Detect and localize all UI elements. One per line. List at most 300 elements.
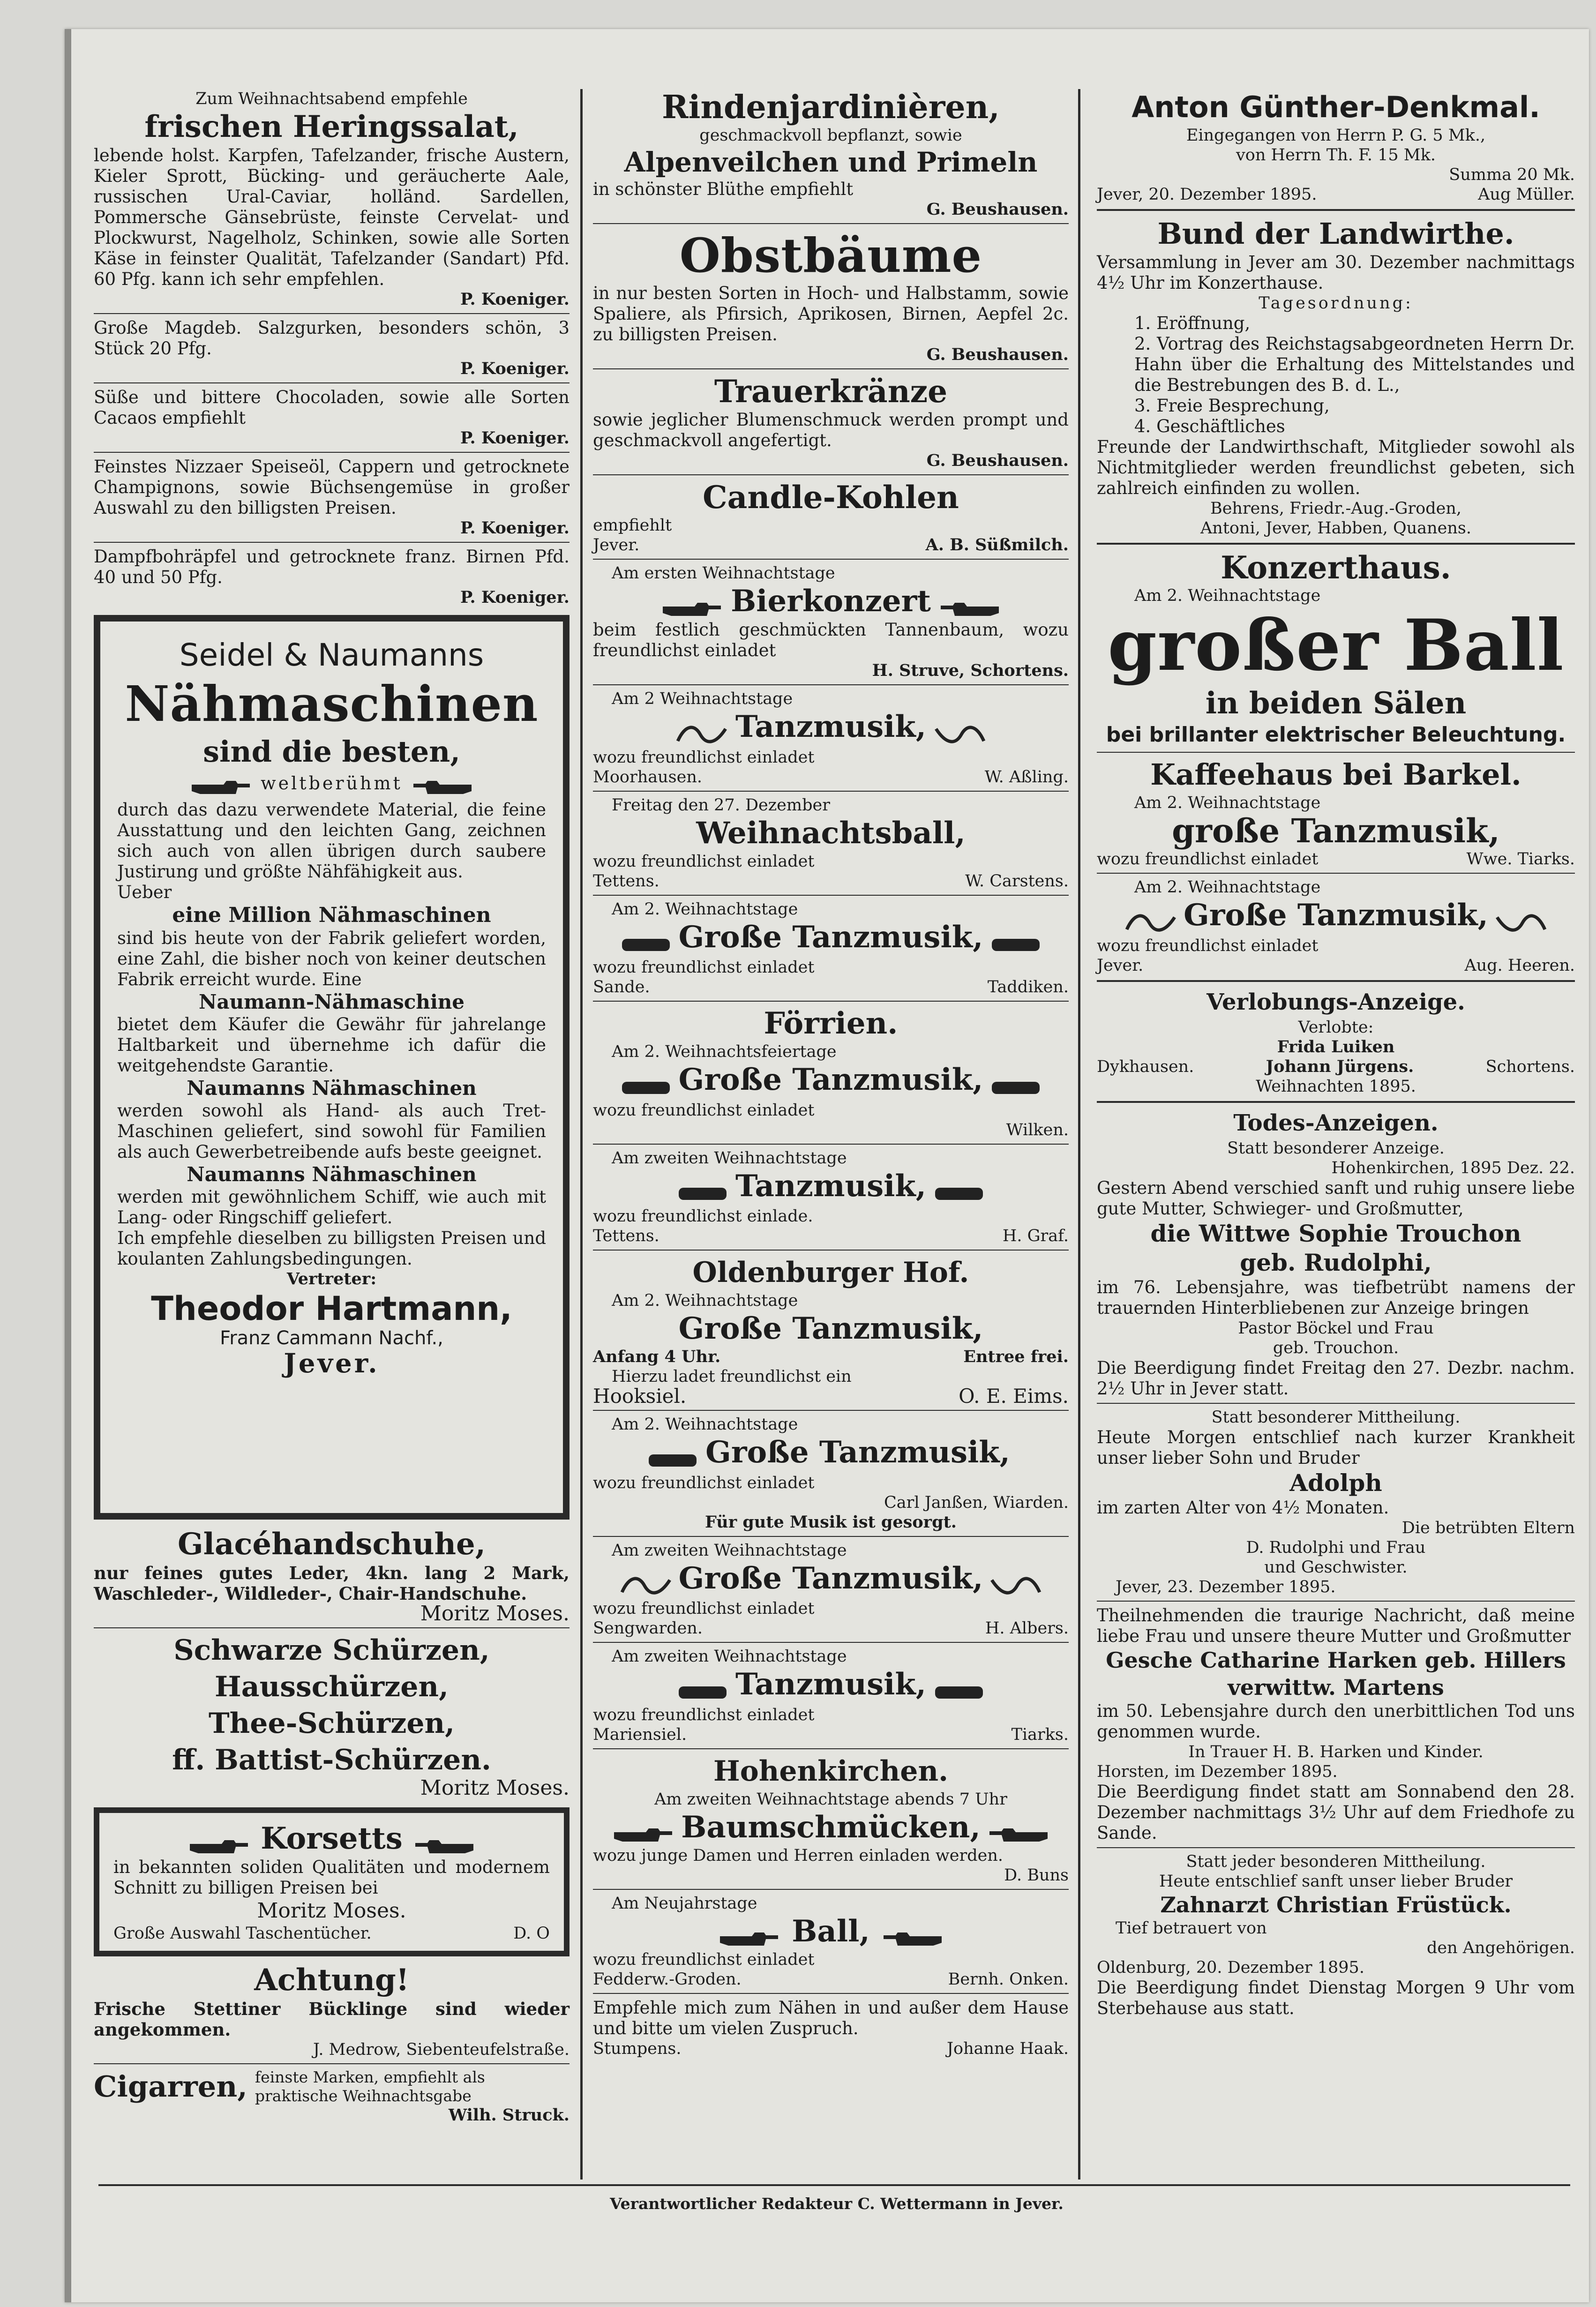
ad-place: Hooksiel. <box>593 1385 687 1408</box>
ad-paragraph: Ich empfehle dieselben zu billigsten Preisen und koulanten Zahlungsbedingungen. <box>117 1228 546 1269</box>
ad-body: empfiehlt <box>593 516 672 535</box>
ad-title: Cigarren, <box>94 2069 247 2104</box>
ad-title: Große Tanzmusik, <box>705 1435 1010 1470</box>
ad-place: Sande. <box>593 978 650 996</box>
ad-body: wozu freundlichst einladet <box>1097 936 1319 955</box>
ad-title: frischen Heringssalat, <box>144 109 519 144</box>
ad-foot <box>593 871 1069 891</box>
ad-signature: Wwe. Tiarks. <box>1466 850 1575 869</box>
notice-body: Tief betrauert von <box>1116 1918 1267 1938</box>
ad-paragraph: sind bis heute von der Fabrik geliefert worden, eine Zahl, die bisher noch von keiner deutschen Fabrik erreicht wurde. Eine <box>117 928 546 989</box>
ad-body: Empfehle mich zum Nähen in und außer dem Hause und bitte um vielen Zuspruch. <box>593 1997 1069 2038</box>
divider <box>593 1410 1069 1411</box>
column-1 <box>94 89 569 2125</box>
notice-name: die Wittwe Sophie Trouchon <box>1150 1219 1521 1247</box>
divider <box>94 1627 569 1628</box>
notice-body: Gestern Abend verschied sanft und ruhig unsere liebe gute Mutter, Schwieger- und Großmutter, <box>1097 1177 1575 1219</box>
notice-name: Zahnarzt Christian Früstück. <box>1160 1892 1512 1918</box>
ornament-scroll-icon <box>620 1573 672 1599</box>
ad-signature: Johanne Haak. <box>946 2039 1069 2058</box>
divider <box>593 559 1069 560</box>
ad-heading: Naumanns Nähmaschinen <box>187 1162 477 1186</box>
ad-title: Große Tanzmusik, <box>678 1560 983 1596</box>
ad-heeren <box>1097 877 1575 975</box>
divider <box>1097 1601 1575 1602</box>
ad-place: Mariensiel. <box>593 1725 687 1744</box>
ad-title: Tanzmusik, <box>735 709 927 744</box>
divider <box>94 313 569 314</box>
pointing-hand-left-icon <box>939 600 1000 619</box>
pointing-hand-right-icon <box>662 600 723 619</box>
ad-signature: W. Aßling. <box>984 767 1069 786</box>
divider <box>593 791 1069 792</box>
ad-extra: Große Auswahl Taschentücher. <box>113 1924 372 1943</box>
ad-heringssalat <box>94 89 569 309</box>
notice-date: Jever, 23. Dezember 1895. <box>1116 1577 1336 1596</box>
notice-sum: Summa 20 Mk. <box>1449 165 1575 184</box>
divider <box>1097 543 1575 545</box>
ad-day: Am zweiten Weihnachtstage <box>612 1148 847 1168</box>
ad-wiarden <box>593 1415 1069 1532</box>
column-rule-2 <box>1078 89 1080 2180</box>
ad-signature: P. Koeniger. <box>460 290 569 309</box>
ad-body: wozu freundlichst einladet <box>593 1473 815 1492</box>
divider <box>593 1889 1069 1890</box>
ad-title: Oldenburger Hof. <box>692 1256 969 1289</box>
ad-signature: Taddiken. <box>987 978 1069 996</box>
ad-body: wozu freundlichst einladet <box>593 852 815 871</box>
ornament-scroll-icon <box>990 1573 1042 1599</box>
ad-schuerzen <box>94 1632 569 1798</box>
notice-signature: geb. Trouchon. <box>1273 1338 1399 1357</box>
ad-signature: G. Beushausen. <box>926 451 1069 470</box>
ad-foot <box>1097 956 1575 975</box>
ad-day: Am Neujahrstage <box>612 1894 757 1913</box>
agenda-item: 1. Eröffnung, <box>1134 313 1251 333</box>
pointing-hand-right-icon <box>613 1826 674 1844</box>
ad-cigarren <box>94 2068 569 2105</box>
ad-start: Anfang 4 Uhr. <box>593 1347 721 1366</box>
notice-date: Jever, 20. Dezember 1895. <box>1097 185 1317 204</box>
ad-naehmaschinen <box>94 615 569 1520</box>
agenda-item: 4. Geschäftliches <box>1134 416 1285 436</box>
notice-date: Weihnachten 1895. <box>1256 1077 1416 1096</box>
ad-body: Süße und bittere Chocoladen, sowie alle Sorten Cacaos empfiehlt <box>94 387 569 428</box>
divider <box>593 1250 1069 1251</box>
ad-light: bei brillanter elektrischer Beleuchtung. <box>1106 723 1566 747</box>
ad-title: Korsetts <box>261 1821 403 1856</box>
notice-head: Statt jeder besonderen Mittheilung. <box>1186 1852 1486 1871</box>
notice-names-row <box>1097 1057 1575 1077</box>
weltberuehmt-line <box>117 773 546 797</box>
notice-place: Dykhausen. <box>1097 1057 1194 1076</box>
ad-naehen <box>593 1998 1069 2059</box>
ad-note: Für gute Musik ist gesorgt. <box>705 1512 957 1532</box>
ad-bierkonzert <box>593 563 1069 681</box>
notice-title: Anton Günther-Denkmal. <box>1131 90 1540 124</box>
ornament-band-icon <box>933 1181 985 1206</box>
ad-head: Seidel & Naumanns <box>179 637 484 673</box>
ad-paragraph: durch das dazu verwendete Material, die feine Ausstattung und den leichten Gang, zeichnen sich auch von allen übrigen durch saubere Justirung und größte Nähfähigkeit aus. <box>117 799 546 882</box>
ad-title: Ball, <box>792 1913 870 1949</box>
ad-mariensiel <box>593 1647 1069 1745</box>
ad-candle-kohlen <box>593 479 1069 555</box>
ad-day: Am 2. Weihnachtstage <box>612 899 798 919</box>
ad-day: Am 2. Weihnachtstage <box>1134 586 1321 605</box>
notice-head: Statt besonderer Mittheilung. <box>1211 1408 1461 1427</box>
ad-day: Freitag den 27. Dezember <box>612 795 830 815</box>
ad-sub: in beiden Sälen <box>1205 686 1467 721</box>
ad-paragraph: bietet dem Käufer die Gewähr für jahrelange Haltbarkeit und übernehme ich dafür die weitgehendste Garantie. <box>117 1014 546 1076</box>
ad-title2: Alpenveilchen und Primeln <box>624 146 1038 178</box>
ad-day: Am 2. Weihnachtstage <box>1134 878 1321 897</box>
notice-burial: Die Beerdigung findet Dienstag Morgen 9 Uhr vom Sterbehause aus statt. <box>1097 1977 1575 2018</box>
ad-signature: P. Koeniger. <box>460 518 569 538</box>
ad-foot <box>593 1226 1069 1246</box>
ad-signature: Moritz Moses. <box>420 1602 569 1625</box>
ad-name: Theodor Hartmann, <box>151 1289 512 1328</box>
ad-rindenjardinieren <box>593 89 1069 219</box>
ad-body: nur feines gutes Leder, 4kn. lang 2 Mark, Waschleder-, Wildleder-, Chair-Handschuhe. <box>94 1563 569 1604</box>
ad-place: Tettens. <box>593 871 659 891</box>
ad-foot <box>593 1386 1069 1406</box>
notice-signature: D. Rudolphi und Frau <box>1246 1538 1426 1557</box>
ad-signature: A. B. Süßmilch. <box>925 535 1069 554</box>
notice-title: Bund der Landwirthe. <box>1157 217 1514 251</box>
ad-glacehandschuhe <box>94 1526 569 1624</box>
ad-day: Am 2 Weihnachtstage <box>612 689 793 708</box>
ad-paragraph: werden mit gewöhnlichem Schiff, wie auch mit Lang- oder Ringschiff geliefert. <box>117 1186 546 1228</box>
ad-foerrien <box>593 1005 1069 1140</box>
title-line <box>593 1560 1069 1599</box>
ad-body: wozu freundlichst einladet <box>593 748 815 767</box>
divider <box>1097 980 1575 982</box>
ad-body: wozu junge Damen und Herren einladen werden. <box>593 1846 1003 1865</box>
ad-place: Fedderw.-Groden. <box>593 1970 742 1989</box>
ad-speiseoel <box>94 457 569 538</box>
divider <box>593 368 1069 369</box>
notice-body: Heute entschlief sanft unser lieber Bruder <box>1159 1872 1513 1891</box>
ad-code: D. O <box>513 1924 550 1943</box>
notice-signature: Pastor Böckel und Frau <box>1238 1318 1434 1338</box>
ad-signature: H. Albers. <box>985 1619 1069 1638</box>
ornament-band-icon <box>647 1448 698 1473</box>
ad-day: Am zweiten Weihnachtstage abends 7 Uhr <box>654 1790 1007 1809</box>
ad-ball: großer Ball <box>1108 604 1564 687</box>
ornament-band-icon <box>933 1680 985 1705</box>
ad-body: wozu freundlichst einladet <box>593 1599 815 1618</box>
ad-foot <box>593 1618 1069 1638</box>
ad-signature: H. Struve, Schortens. <box>872 661 1069 680</box>
notice-name: Johann Jürgens. <box>1266 1056 1414 1076</box>
notice-anton-guenther <box>1097 89 1575 204</box>
notice-body: im 76. Lebensjahre, was tiefbetrübt namens der trauernden Hinterbliebenen zur Anzeige bringen <box>1097 1277 1575 1318</box>
ad-body: wozu freundlichst einladet <box>593 1101 815 1120</box>
ad-foot <box>593 535 1069 555</box>
pointing-hand-left-icon <box>882 1930 943 1948</box>
ad-trauerkraenze <box>593 373 1069 471</box>
ad-signature: P. Koeniger. <box>460 428 569 448</box>
ad-ball-neujahr <box>593 1894 1069 1989</box>
ad-kaffeehaus-barkel <box>1097 757 1575 869</box>
ad-title: Bierkonzert <box>731 584 931 619</box>
agenda-item: 2. Vortrag des Reichstagsabgeordneten Herrn Dr. Hahn über die Erhaltung des Mittelstandes und die Bestrebungen des B. d. L., <box>1134 334 1575 395</box>
ad-heading: Naumanns Nähmaschinen <box>187 1076 477 1100</box>
ad-sub: große Tanzmusik, <box>1172 811 1500 850</box>
notice-name: Frida Luiken <box>1277 1037 1395 1056</box>
ad-title: Tanzmusik, <box>735 1168 927 1204</box>
notice-name: verwittw. Martens <box>1228 1674 1444 1700</box>
ad-signature: Carl Janßen, Wiarden. <box>884 1493 1069 1512</box>
notice-burial: Die Beerdigung findet statt am Sonnabend den 28. Dezember nachmittags 3½ Uhr auf dem Friedhofe zu Sande. <box>1097 1781 1575 1843</box>
ad-konzerthaus <box>1097 549 1575 748</box>
divider <box>593 1642 1069 1643</box>
ad-signature: Tiarks. <box>1011 1725 1069 1744</box>
ad-moorhausen <box>593 689 1069 787</box>
ad-foot <box>1097 849 1575 869</box>
notice-body: Heute Morgen entschlief nach kurzer Krankheit unser lieber Sohn und Bruder <box>1097 1427 1575 1468</box>
ad-foot <box>593 767 1069 787</box>
ad-sub: geschmackvoll bepflanzt, sowie <box>699 126 962 145</box>
ad-paragraph: werden sowohl als Hand- als auch Tret-Maschinen geliefert, sind sowohl für Familien als auch Gewerbetreibende aufs beste geeignet. <box>117 1100 546 1162</box>
ad-day: Am 2. Weihnachtstage <box>612 1415 798 1434</box>
ad-heading: Naumann-Nähmaschine <box>198 990 465 1013</box>
notice-place: Schortens. <box>1485 1057 1575 1076</box>
ad-signature: Wilh. Struck. <box>448 2105 569 2125</box>
ad-body: Dampfbohräpfel und getrocknete franz. Birnen Pfd. 40 und 50 Pfg. <box>94 547 569 587</box>
ad-title: Förrien. <box>764 1006 898 1041</box>
divider <box>593 223 1069 224</box>
notice-signature: und Geschwister. <box>1264 1558 1408 1577</box>
notice-name: geb. Rudolphi, <box>1240 1248 1432 1276</box>
ad-title: Rindenjardinièren, <box>662 89 1000 126</box>
agenda-item: 3. Freie Besprechung, <box>1134 396 1330 416</box>
notice-body: im 50. Lebensjahre durch den unerbittlichen Tod uns genommen wurde. <box>1097 1700 1575 1742</box>
ad-aepfel <box>94 547 569 607</box>
divider <box>593 684 1069 685</box>
imprint-footer: Verantwortlicher Redakteur C. Wettermann in Jever. <box>610 2195 1064 2213</box>
ad-day: Am 2. Weihnachtsfeiertage <box>612 1042 837 1061</box>
notice-body: Freunde der Landwirthschaft, Mitglieder sowohl als Nichtmitglieder werden freundlichst gebeten, sich zahlreich einfinden zu wollen. <box>1097 437 1575 498</box>
ad-title: Nähmaschinen <box>125 675 539 733</box>
title-line <box>593 1809 1069 1846</box>
notice-signature: Antoni, Jever, Habben, Quanens. <box>1200 519 1471 538</box>
notice-date: Oldenburg, 20. Dezember 1895. <box>1097 1958 1364 1977</box>
notice-signature: Behrens, Friedr.-Aug.-Groden, <box>1210 499 1462 518</box>
title-line <box>593 919 1069 958</box>
ad-title: Candle-Kohlen <box>703 479 959 516</box>
pointing-hand-left-icon <box>988 1826 1049 1844</box>
ad-day: Am 2. Weihnachtstage <box>1134 794 1321 812</box>
ad-place: Stumpens. <box>593 2039 682 2058</box>
notice-place: Horsten, im Dezember 1895. <box>1097 1762 1338 1781</box>
ad-sub: Große Tanzmusik, <box>678 1062 983 1097</box>
ad-paragraph: Ueber <box>117 882 172 902</box>
notice-body: Versammlung in Jever am 30. Dezember nachmittags 4½ Uhr im Konzerthause. <box>1097 252 1575 293</box>
column-2 <box>593 89 1069 2059</box>
ad-foot <box>593 977 1069 997</box>
notice-body: im zarten Alter von 4½ Monaten. <box>1097 1497 1389 1518</box>
ad-body: in schönster Blüthe empfiehlt <box>593 179 854 199</box>
ad-day: Am 2. Weihnachtstage <box>612 1291 798 1310</box>
notice-signature: In Trauer H. B. Harken und Kinder. <box>1188 1742 1484 1761</box>
ad-korsetts <box>94 1807 569 1956</box>
ad-body: in bekannten soliden Qualitäten und modernem Schnitt zu billigen Preisen bei <box>113 1857 550 1898</box>
ad-title: Weihnachtsball, <box>696 815 966 851</box>
notice-body: Theilnehmenden die traurige Nachricht, daß meine liebe Frau und unsere theure Mutter und Großmutter <box>1097 1605 1575 1646</box>
ad-body: Frische Stettiner Bücklinge sind wieder angekommen. <box>94 1999 569 2040</box>
ad-body: Große Magdeb. Salzgurken, besonders schön, 3 Stück 20 Pfg. <box>94 318 569 359</box>
title-line <box>593 1666 1069 1705</box>
divider <box>593 1536 1069 1537</box>
divider <box>593 895 1069 896</box>
ad-chocoladen <box>94 387 569 448</box>
ornament-scroll-icon <box>934 722 986 748</box>
ornament-band-icon <box>620 932 672 958</box>
ad-entry: Entree frei. <box>963 1347 1069 1366</box>
divider <box>94 542 569 543</box>
ad-place: Sengwarden. <box>593 1619 703 1638</box>
column-3 <box>1097 89 1575 2019</box>
notice-signature: Die betrübten Eltern <box>1401 1518 1575 1537</box>
ornament-scroll-icon <box>1125 911 1176 936</box>
footer-rule <box>98 2184 1570 2186</box>
ad-body: Hierzu ladet freundlichst ein <box>612 1367 852 1386</box>
ad-body: wozu freundlichst einladet <box>593 958 815 977</box>
pointing-hand-right-icon <box>191 778 252 797</box>
pointing-hand-right-icon <box>719 1930 780 1948</box>
ad-title: Konzerthaus. <box>1221 549 1451 586</box>
ad-signature: Bernh. Onken. <box>948 1970 1069 1989</box>
ad-signature: G. Beushausen. <box>926 200 1069 219</box>
divider <box>94 382 569 383</box>
ad-body: Feinstes Nizzaer Speiseöl, Cappern und getrocknete Champignons, sowie Büchsengemüse in großer Auswahl zu den billigsten Preisen. <box>94 457 569 518</box>
title-line <box>593 1062 1069 1101</box>
divider <box>593 1993 1069 1994</box>
ad-title: Obstbäume <box>679 228 982 283</box>
page-binding-edge <box>65 29 71 2302</box>
ad-title: Glacéhandschuhe, <box>178 1527 486 1562</box>
ad-body: wozu freundlichst einladet <box>593 1705 815 1724</box>
ad-hohenkirchen <box>593 1753 1069 1885</box>
ad-weihnachtsball-tettens <box>593 795 1069 891</box>
notice-head: Statt besonderer Anzeige. <box>1227 1139 1445 1158</box>
notice-burial: Die Beerdigung findet Freitag den 27. Dezbr. nachm. 2½ Uhr in Jever statt. <box>1097 1357 1575 1399</box>
divider <box>593 1748 1069 1749</box>
ad-place: Jever. <box>1097 956 1144 975</box>
ad-sengwarden <box>593 1541 1069 1639</box>
ad-line: ff. Battist-Schürzen. <box>172 1744 491 1776</box>
ornament-band-icon <box>990 1075 1042 1101</box>
ad-oldenburger-hof <box>593 1254 1069 1406</box>
notice-foot <box>1097 185 1575 204</box>
ad-signature: Aug. Heeren. <box>1464 956 1575 975</box>
divider <box>94 2063 569 2064</box>
ad-title: Achtung! <box>254 1962 409 1998</box>
ad-signature: J. Medrow, Siebenteufelstraße. <box>313 2040 569 2059</box>
column-rule-1 <box>580 89 583 2180</box>
notice-label: Verlobte: <box>1298 1018 1374 1037</box>
ornament-scroll-icon <box>676 722 727 748</box>
ad-achtung <box>94 1962 569 2060</box>
ad-sub: Baumschmücken, <box>681 1809 981 1845</box>
ornament-band-icon <box>677 1680 728 1705</box>
ad-title: Trauerkränze <box>714 373 948 410</box>
ad-day: Am zweiten Weihnachtstage <box>612 1541 847 1560</box>
ad-signature: W. Carstens. <box>965 871 1069 891</box>
ad-firm: Franz Cammann Nachf., <box>220 1327 443 1349</box>
notice-heading: Tagesordnung: <box>1259 294 1413 313</box>
ad-signature: O. E. Eims. <box>959 1385 1069 1408</box>
ad-signature: P. Koeniger. <box>460 588 569 607</box>
ad-title: Kaffeehaus bei Barkel. <box>1150 757 1521 792</box>
ad-body: feinste Marken, empfiehlt als praktische Weihnachtsgabe <box>255 2068 485 2105</box>
title-line <box>593 1913 1069 1950</box>
notice-verlobung <box>1097 987 1575 1096</box>
divider <box>593 474 1069 475</box>
notice-line: von Herrn Th. F. 15 Mk. <box>1236 146 1436 165</box>
ad-sub: sind die besten, <box>203 734 460 769</box>
ad-sub: Große Tanzmusik, <box>678 1311 983 1346</box>
ad-signature: P. Koeniger. <box>460 359 569 378</box>
ad-title: Große Tanzmusik, <box>1184 898 1488 933</box>
divider <box>1097 1101 1575 1103</box>
ad-signature: Moritz Moses. <box>420 1776 569 1800</box>
ad-salzgurken <box>94 318 569 379</box>
pointing-hand-right-icon <box>189 1837 250 1856</box>
ad-sande <box>593 899 1069 997</box>
ad-name: Moritz Moses. <box>257 1899 406 1923</box>
ad-body: wozu freundlichst einladet <box>1097 850 1319 869</box>
title-line <box>593 709 1069 748</box>
ornament-band-icon <box>620 1075 672 1101</box>
korsetts-foot <box>113 1924 550 1943</box>
divider <box>1097 1403 1575 1404</box>
ad-line: Hausschürzen, <box>215 1670 449 1703</box>
ad-day: Am ersten Weihnachtstage <box>612 564 835 583</box>
pointing-hand-left-icon <box>413 1837 474 1856</box>
ad-body: lebende holst. Karpfen, Tafelzander, frische Austern, Kieler Sprott, Bücking- und geräucherte Aale, russischen Ural-Caviar, holländ. Sardellen, Pommersche Gänsebrüste, feinste Cervelat- und Plockwurst, Nagelholz, Schinken, sowie alle Sorten Käse in feinster Qualität, Tafelzander (Sandart) Pfd. 60 Pfg. kann ich sehr empfehlen. <box>94 145 569 289</box>
ad-obstbaeume <box>593 228 1069 365</box>
title-line <box>593 1434 1069 1473</box>
ad-day: Am zweiten Weihnachtstage <box>612 1647 847 1666</box>
ornament-scroll-icon <box>1495 911 1547 936</box>
notice-place: Hohenkirchen, 1895 Dez. 22. <box>1331 1158 1575 1177</box>
ad-line: Schwarze Schürzen, <box>173 1634 490 1667</box>
divider <box>1097 1847 1575 1848</box>
ad-body: beim festlich geschmückten Tannenbaum, wozu freundlichst einladet <box>593 620 1069 660</box>
notice-name: Gesche Catharine Harken geb. Hillers <box>1106 1647 1566 1673</box>
ad-signature: H. Graf. <box>1002 1227 1069 1245</box>
ad-foot <box>593 1970 1069 1989</box>
divider <box>1097 873 1575 874</box>
ad-heading: eine Million Nähmaschinen <box>172 903 491 927</box>
ad-subtitle: weltberühmt <box>261 773 403 794</box>
notice-signature: den Angehörigen. <box>1426 1938 1575 1957</box>
ad-foot <box>593 1725 1069 1745</box>
ad-town: Jever. <box>284 1348 380 1379</box>
notice-name: Adolph <box>1289 1468 1382 1497</box>
ad-title: Tanzmusik, <box>735 1667 927 1702</box>
ad-place: Jever. <box>593 536 640 554</box>
ad-title: Große Tanzmusik, <box>678 919 983 955</box>
korsetts-title-line <box>113 1820 550 1857</box>
ornament-band-icon <box>990 932 1042 958</box>
notice-title: Verlobungs-Anzeige. <box>1206 989 1465 1015</box>
pointing-hand-left-icon <box>412 778 472 797</box>
divider <box>1097 209 1575 211</box>
ad-title: Hohenkirchen. <box>713 1754 948 1788</box>
